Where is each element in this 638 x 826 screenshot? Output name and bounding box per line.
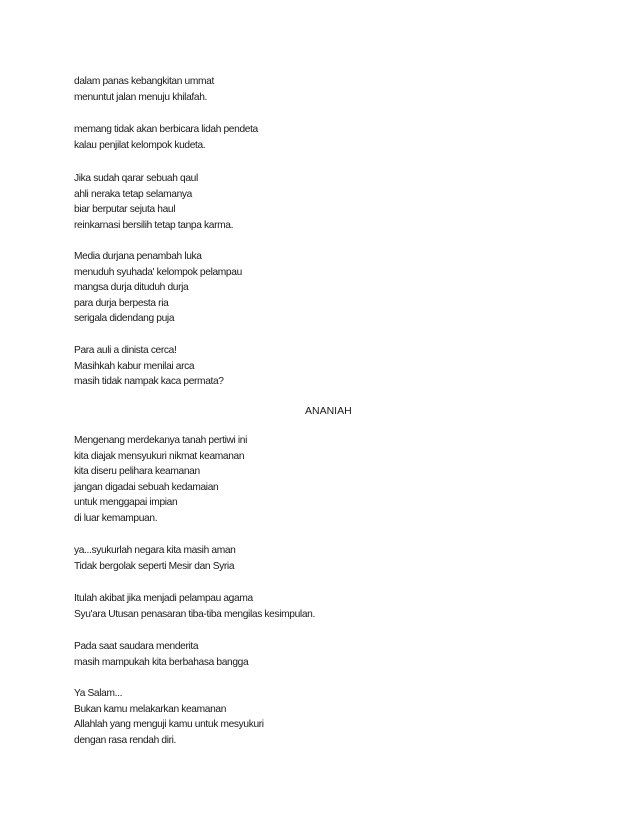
stanza: [74, 591, 598, 622]
poem-line: Syu'ara Utusan penasaran tiba-tiba mengilas kesimpulan.: [74, 608, 315, 620]
poem-line: Allahlah yang menguji kamu untuk mesyukuri: [74, 719, 264, 730]
poem-line: Tidak bergolak seperti Mesir dan Syria: [74, 560, 235, 572]
poem-line: ya...syukurlah negara kita masih aman: [74, 545, 236, 556]
stanza: [74, 433, 598, 526]
stanza: [74, 171, 598, 233]
poem-line: mangsa durja dituduh durja: [74, 282, 189, 293]
stanza: [74, 686, 598, 748]
poem-line: masih tidak nampak kaca permata?: [74, 376, 224, 387]
poem-line: serigala didendang puja: [74, 313, 175, 324]
stanza: [74, 74, 598, 105]
poem-line: jangan digadai sebuah kedamaian: [74, 481, 219, 493]
poem-line: Mengenang merdekanya tanah pertiwi ini: [74, 435, 248, 446]
stanza: [74, 343, 598, 390]
poem-line: kalau penjilat kelompok kudeta.: [74, 139, 206, 151]
poem-line: Masihkah kabur menilai arca: [74, 360, 195, 372]
poem-line: kita diajak mensyukuri nikmat keamanan: [74, 450, 245, 462]
poem-line: reinkarnasi bersilih tetap tanpa karma.: [74, 219, 234, 231]
poem-line: menuduh syuhada' kelompok pelampau: [74, 266, 242, 278]
poem-line: Para auli a dinista cerca!: [74, 345, 177, 356]
poem-line: Bukan kamu melakarkan keamanan: [74, 703, 227, 715]
poem-line: biar berputar sejuta haul: [74, 204, 176, 215]
stanza: [74, 249, 598, 327]
poem-line: Itulah akibat jika menjadi pelampau agama: [74, 593, 253, 604]
stanza: [74, 543, 598, 574]
poem-line: Media durjana penambah luka: [74, 251, 202, 262]
poem-line: menuntut jalan menuju khilafah.: [74, 91, 207, 103]
poem-line: memang tidak akan berbicara lidah pendeta: [74, 124, 258, 135]
poem-line: para durja berpesta ria: [74, 297, 169, 309]
stanza: [74, 122, 598, 153]
poem-line: kita diseru pelihara keamanan: [74, 466, 200, 477]
poem-line: untuk menggapai impian: [74, 497, 178, 508]
poem-title: ANANIAH: [305, 405, 352, 417]
poem-line: Jika sudah qarar sebuah qaul: [74, 173, 198, 184]
poem-line: dalam panas kebangkitan ummat: [74, 76, 214, 87]
poem-line: Pada saat saudara menderita: [74, 641, 199, 652]
poem-line: Ya Salam...: [74, 688, 123, 699]
poem-line: ahli neraka tetap selamanya: [74, 188, 192, 200]
stanza: [74, 639, 598, 670]
poem-line: di luar kemampuan.: [74, 512, 158, 524]
poem-line: dengan rasa rendah diri.: [74, 734, 177, 746]
poem-line: masih mampukah kita berbahasa bangga: [74, 656, 249, 668]
